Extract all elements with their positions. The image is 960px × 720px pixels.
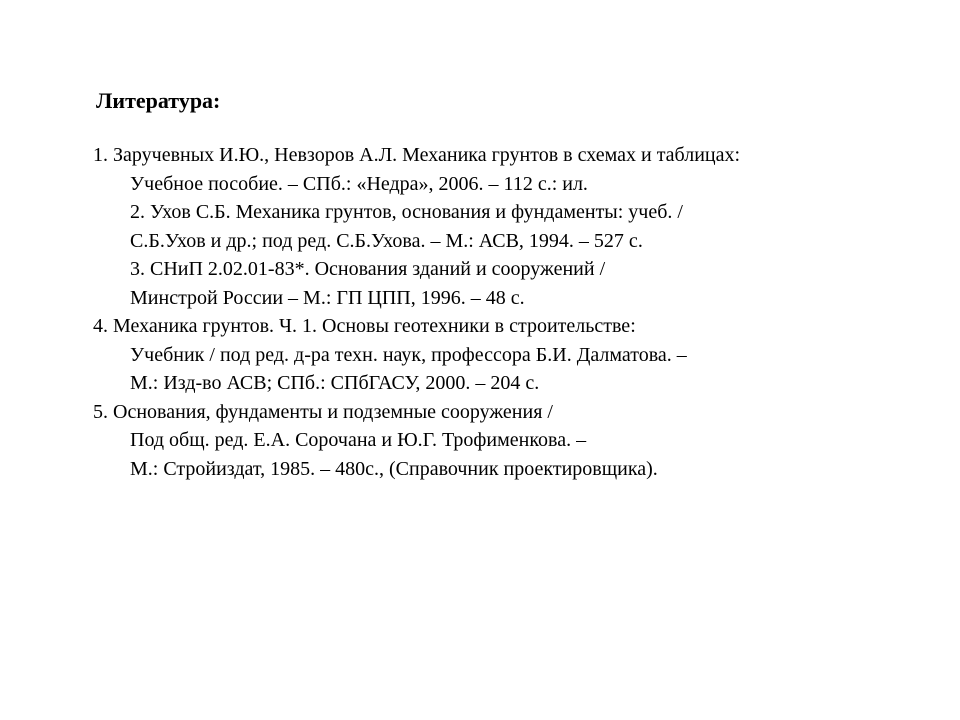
reference-line: Учебник / под ред. д-ра техн. наук, профессора Б.И. Далматова. – — [130, 343, 687, 366]
reference-line: М.: Изд-во АСВ; СПб.: СПбГАСУ, 2000. – 204 с. — [130, 372, 540, 394]
reference-line: Под общ. ред. Е.А. Сорочана и Ю.Г. Трофименкова. – — [130, 429, 587, 451]
slide-heading: Литература: — [96, 88, 221, 113]
reference-line: 1. Заручевных И.Ю., Невзоров А.Л. Механика грунтов в схемах и таблицах: — [93, 144, 741, 166]
reference-line: 4. Механика грунтов. Ч. 1. Основы геотехники в строительстве: — [93, 315, 636, 337]
reference-line: Минстрой России – М.: ГП ЦПП, 1996. – 48 с. — [130, 286, 525, 309]
reference-line: С.Б.Ухов и др.; под ред. С.Б.Ухова. – М.: АСВ, 1994. – 527 с. — [130, 229, 643, 252]
reference-line: 5. Основания, фундаменты и подземные сооружения / — [93, 400, 553, 423]
reference-line: М.: Стройиздат, 1985. – 480с., (Справочник проектировщика). — [130, 457, 658, 480]
reference-line: 3. СНиП 2.02.01-83*. Основания зданий и сооружений / — [130, 258, 606, 280]
reference-line: Учебное пособие. – СПб.: «Недра», 2006. – 112 с.: ил. — [130, 172, 588, 195]
reference-list — [93, 141, 943, 483]
reference-line: 2. Ухов С.Б. Механика грунтов, основания и фундаменты: учеб. / — [130, 201, 683, 223]
